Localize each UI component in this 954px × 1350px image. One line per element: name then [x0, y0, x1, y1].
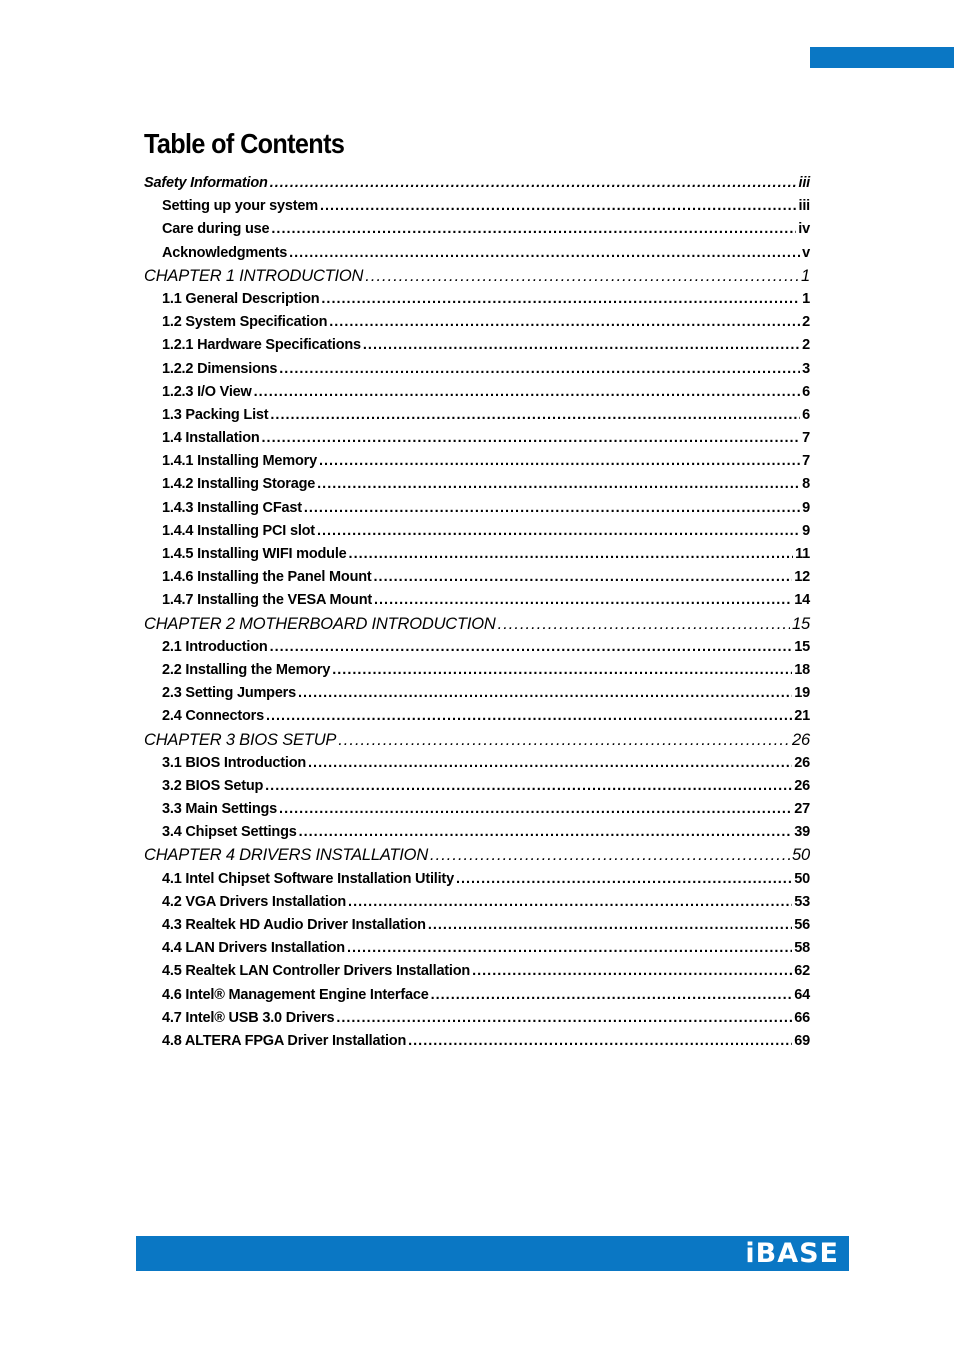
toc-entry[interactable] [144, 172, 810, 195]
toc-page-number: 53 [794, 893, 810, 910]
toc-leader-dots [265, 775, 792, 798]
toc-page-number: 6 [802, 406, 810, 423]
toc-entry[interactable] [144, 798, 810, 821]
ibase-logo: iBASE [745, 1238, 839, 1269]
toc-entry-title: 1.2.3 I/O View [162, 383, 252, 400]
toc-entry-title: 1.4 Installation [162, 430, 260, 447]
toc-entry[interactable] [144, 543, 810, 566]
toc-chapter-entry[interactable] [144, 844, 810, 867]
toc-page-number: v [802, 244, 810, 261]
toc-entry-title: CHAPTER 4 DRIVERS INSTALLATION [144, 846, 429, 865]
toc-leader-dots [317, 520, 800, 543]
toc-entry-title: 4.5 Realtek LAN Controller Drivers Installation [162, 963, 471, 980]
toc-entry[interactable] [144, 311, 810, 334]
toc-page-number: iii [798, 175, 810, 191]
toc-leader-dots [262, 427, 801, 450]
toc-leader-dots [347, 937, 792, 960]
toc-entry-title: 1.4.7 Installing the VESA Mount [162, 592, 372, 609]
toc-page-number: 66 [794, 1009, 810, 1026]
toc-page-number: iii [798, 198, 810, 215]
toc-leader-dots [319, 450, 800, 473]
toc-leader-dots [336, 1007, 792, 1030]
toc-entry-title: 2.4 Connectors [162, 708, 264, 725]
toc-leader-dots [365, 265, 799, 288]
toc-leader-dots [266, 705, 792, 728]
toc-page-number: 50 [794, 870, 810, 887]
toc-leader-dots [431, 984, 793, 1007]
toc-leader-dots [321, 288, 800, 311]
toc-entry-title: 1.2.2 Dimensions [162, 360, 278, 377]
toc-page-number: 3 [802, 360, 810, 377]
toc-leader-dots [317, 473, 800, 496]
toc-entry[interactable] [144, 566, 810, 589]
toc-entry[interactable] [144, 358, 810, 381]
table-of-contents [144, 172, 810, 1053]
toc-entry[interactable] [144, 589, 810, 612]
toc-entry[interactable] [144, 520, 810, 543]
toc-leader-dots [363, 334, 800, 357]
toc-entry-title: 3.4 Chipset Settings [162, 824, 297, 841]
toc-entry[interactable] [144, 682, 810, 705]
toc-page-number: 62 [794, 963, 810, 980]
toc-leader-dots [374, 589, 792, 612]
toc-entry-title: Setting up your system [162, 198, 318, 215]
toc-leader-dots [320, 195, 797, 218]
toc-page-number: 15 [794, 638, 810, 655]
toc-entry-title: 1.4.3 Installing CFast [162, 499, 302, 516]
toc-entry-title: 2.2 Installing the Memory [162, 661, 331, 678]
toc-leader-dots [270, 172, 797, 195]
toc-leader-dots [349, 543, 794, 566]
toc-page-number: 58 [794, 940, 810, 957]
toc-entry[interactable] [144, 914, 810, 937]
toc-entry[interactable] [144, 288, 810, 311]
toc-leader-dots [270, 404, 800, 427]
toc-leader-dots [279, 358, 800, 381]
toc-leader-dots [299, 821, 793, 844]
toc-entry[interactable] [144, 334, 810, 357]
toc-page-number: 26 [794, 777, 810, 794]
toc-entry[interactable] [144, 891, 810, 914]
toc-page-number: 7 [802, 430, 810, 447]
toc-entry[interactable] [144, 195, 810, 218]
toc-chapter-entry[interactable] [144, 613, 810, 636]
toc-leader-dots [329, 311, 800, 334]
toc-page-number: 9 [802, 522, 810, 539]
toc-page-number: 26 [792, 730, 810, 749]
toc-entry-title: 1.2 System Specification [162, 314, 328, 331]
toc-entry-title: 4.2 VGA Drivers Installation [162, 893, 347, 910]
toc-page-number: 14 [794, 592, 810, 609]
toc-chapter-entry[interactable] [144, 265, 810, 288]
toc-leader-dots [270, 636, 793, 659]
toc-page-number: 8 [802, 476, 810, 493]
toc-page-number: 64 [794, 986, 810, 1003]
toc-entry-title: 3.2 BIOS Setup [162, 777, 264, 794]
toc-leader-dots [304, 497, 800, 520]
toc-leader-dots [348, 891, 792, 914]
toc-entry[interactable] [144, 775, 810, 798]
toc-entry[interactable] [144, 497, 810, 520]
page-title: Table of Contents [144, 128, 345, 159]
toc-leader-dots [308, 752, 792, 775]
footer-bar [136, 1236, 849, 1271]
toc-page-number: 18 [794, 661, 810, 678]
toc-page-number: 1 [802, 290, 810, 307]
toc-entry-title: 3.3 Main Settings [162, 801, 278, 818]
toc-entry[interactable] [144, 705, 810, 728]
toc-entry[interactable] [144, 752, 810, 775]
toc-entry-title: 4.7 Intel® USB 3.0 Drivers [162, 1009, 335, 1026]
toc-entry[interactable] [144, 1030, 810, 1053]
toc-entry[interactable] [144, 821, 810, 844]
toc-entry[interactable] [144, 473, 810, 496]
toc-entry[interactable] [144, 960, 810, 983]
toc-entry-title: CHAPTER 1 INTRODUCTION [144, 266, 364, 285]
toc-leader-dots [498, 613, 790, 636]
toc-entry-title: 1.1 General Description [162, 290, 320, 307]
toc-entry[interactable] [144, 937, 810, 960]
toc-entry[interactable] [144, 1007, 810, 1030]
toc-page-number: iv [798, 221, 810, 238]
toc-leader-dots [472, 960, 792, 983]
toc-page-number: 19 [794, 685, 810, 702]
toc-entry-title: 1.3 Packing List [162, 406, 269, 423]
toc-leader-dots [430, 844, 790, 867]
toc-leader-dots [271, 218, 796, 241]
toc-entry-title: 2.1 Introduction [162, 638, 268, 655]
toc-entry[interactable] [144, 427, 810, 450]
toc-entry-title: Care during use [162, 221, 270, 238]
toc-page-number: 9 [802, 499, 810, 516]
toc-leader-dots [289, 242, 800, 265]
toc-page-number: 7 [802, 453, 810, 470]
toc-entry-title: 1.4.1 Installing Memory [162, 453, 317, 470]
toc-entry[interactable] [144, 450, 810, 473]
toc-page-number: 50 [792, 846, 810, 865]
toc-entry[interactable] [144, 659, 810, 682]
toc-entry[interactable] [144, 218, 810, 241]
toc-leader-dots [374, 566, 793, 589]
toc-page-number: 1 [801, 266, 810, 285]
toc-entry-title: 4.1 Intel Chipset Software Installation Utility [162, 870, 454, 887]
toc-leader-dots [428, 914, 792, 937]
toc-entry[interactable] [144, 868, 810, 891]
toc-page-number: 69 [794, 1032, 810, 1049]
toc-page-number: 27 [794, 801, 810, 818]
toc-entry-title: CHAPTER 3 BIOS SETUP [144, 730, 337, 749]
toc-entry-title: Safety Information [144, 175, 268, 191]
toc-entry-title: 1.4.5 Installing WIFI module [162, 546, 347, 562]
toc-entry-title: CHAPTER 2 MOTHERBOARD INTRODUCTION [144, 614, 496, 633]
toc-page-number: 2 [802, 314, 810, 331]
toc-entry-title: 4.6 Intel® Management Engine Interface [162, 986, 429, 1003]
toc-page-number: 15 [792, 614, 810, 633]
toc-entry[interactable] [144, 381, 810, 404]
toc-entry[interactable] [144, 242, 810, 265]
toc-leader-dots [298, 682, 792, 705]
toc-page-number: 12 [794, 569, 810, 586]
toc-entry-title: 4.4 LAN Drivers Installation [162, 940, 345, 957]
toc-page-number: 39 [794, 824, 810, 841]
toc-leader-dots [332, 659, 792, 682]
toc-page-number: 11 [795, 546, 810, 562]
toc-entry-title: Acknowledgments [162, 244, 288, 261]
toc-chapter-entry[interactable] [144, 729, 810, 752]
toc-page-number: 6 [802, 383, 810, 400]
toc-entry-title: 4.3 Realtek HD Audio Driver Installation [162, 917, 426, 933]
toc-leader-dots [279, 798, 792, 821]
toc-leader-dots [338, 729, 790, 752]
toc-entry-title: 1.4.2 Installing Storage [162, 476, 316, 493]
toc-leader-dots [254, 381, 801, 404]
toc-entry[interactable] [144, 636, 810, 659]
toc-leader-dots [408, 1030, 792, 1053]
header-accent-tab [810, 47, 954, 68]
toc-entry-title: 1.4.6 Installing the Panel Mount [162, 569, 372, 586]
toc-entry-title: 3.1 BIOS Introduction [162, 754, 307, 771]
toc-entry-title: 4.8 ALTERA FPGA Driver Installation [162, 1032, 407, 1049]
toc-page-number: 56 [794, 917, 810, 933]
toc-entry-title: 2.3 Setting Jumpers [162, 685, 296, 702]
toc-entry-title: 1.4.4 Installing PCI slot [162, 522, 315, 539]
toc-entry[interactable] [144, 404, 810, 427]
toc-page-number: 2 [802, 337, 810, 354]
toc-entry-title: 1.2.1 Hardware Specifications [162, 337, 361, 354]
toc-leader-dots [456, 868, 792, 891]
toc-entry[interactable] [144, 984, 810, 1007]
toc-page-number: 21 [794, 708, 810, 725]
toc-page-number: 26 [794, 754, 810, 771]
